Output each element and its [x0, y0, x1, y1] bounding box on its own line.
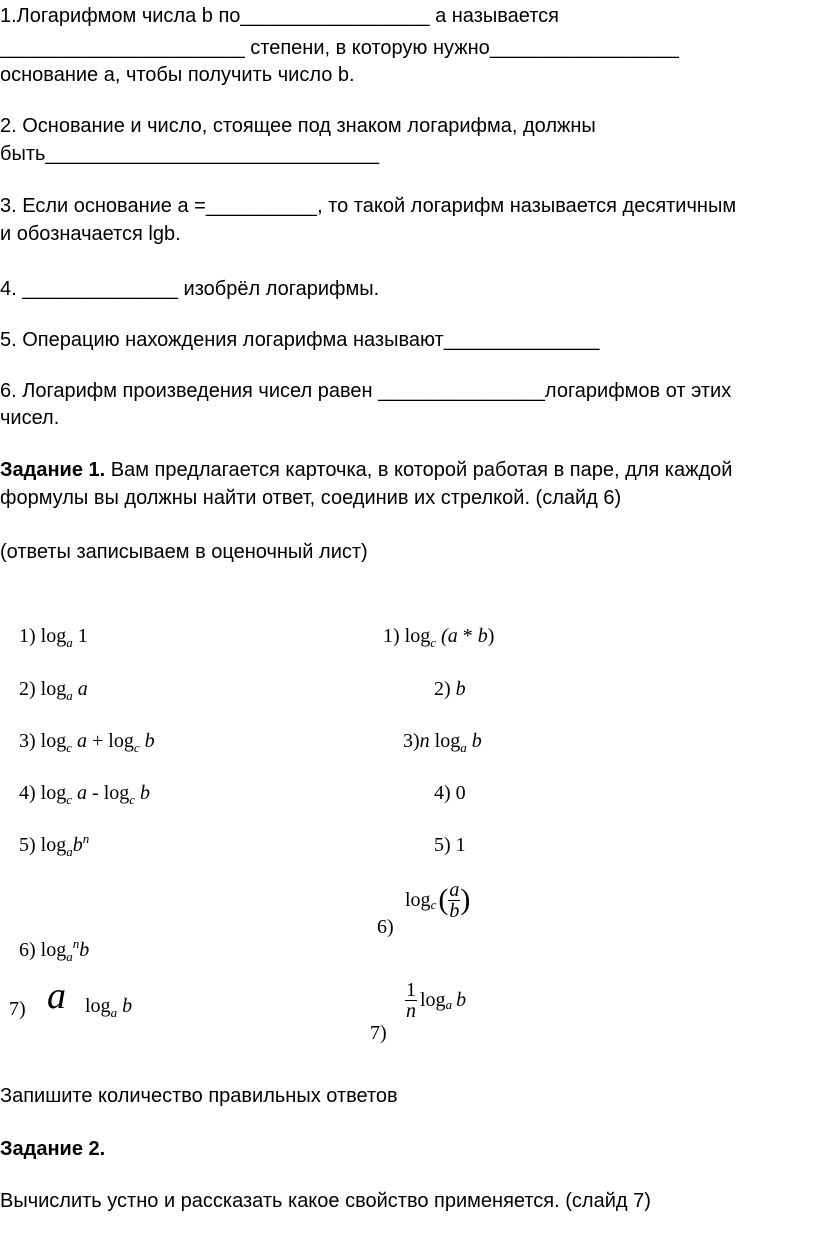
log-text: log: [40, 625, 67, 647]
arg-b: b: [72, 834, 83, 856]
right-num-3: 3): [403, 730, 420, 752]
q5-line: 5. Операцию нахождения логарифма называют______________: [0, 329, 600, 351]
sub-a: a: [445, 997, 453, 1012]
paren-left: (: [441, 625, 448, 647]
numerator-1: 1: [406, 978, 416, 1001]
paren-left: (: [438, 883, 449, 916]
log-text: log: [405, 888, 431, 911]
arg-a: a: [447, 625, 458, 647]
task1-line1: [0, 458, 732, 482]
log-text: log: [404, 625, 431, 647]
arg-a: a: [77, 782, 88, 804]
task1-line2: формулы вы должны найти ответ, соединив их стрелкой. (слайд 6): [0, 487, 622, 509]
right-num-1: 1): [383, 625, 400, 647]
sup-n: n: [72, 936, 80, 951]
right-num-5: 5): [434, 834, 451, 856]
arg-a: a: [77, 730, 88, 752]
log-text: log: [85, 995, 111, 1017]
q2-line1: 2. Основание и число, стоящее под знаком логарифма, должны: [0, 115, 596, 137]
log-text: log: [40, 678, 67, 700]
paren-right: ): [460, 883, 471, 916]
right-answer-2: [424, 655, 466, 701]
q1-text-b: а называется: [435, 5, 559, 27]
left-formula-6: [9, 916, 89, 962]
arg-b: b: [144, 730, 155, 752]
left-formula-1: [9, 602, 88, 648]
q1-text-c: степени, в которую нужно: [250, 37, 490, 59]
left-num-6: 6): [19, 939, 36, 961]
power-base-a: a: [47, 975, 66, 1017]
task1-note: (ответы записываем в оценочный лист): [0, 541, 368, 563]
count-instruction: Запишите количество правильных ответов: [0, 1085, 398, 1107]
log-text: log: [40, 782, 67, 804]
q4-num: 4.: [0, 278, 17, 300]
plus-sign: +: [92, 730, 104, 752]
right-num-2: 2): [434, 678, 451, 700]
right-num-6: 6): [377, 916, 394, 938]
q5-text: 5. Операцию нахождения логарифма называют: [0, 329, 444, 351]
denominator-n: n: [406, 999, 416, 1022]
log-text: log: [40, 834, 67, 856]
sub-a: a: [66, 949, 73, 964]
value-one: 1: [77, 625, 88, 647]
sub-a: a: [66, 688, 73, 703]
sub-c: c: [129, 792, 136, 807]
sub-a: a: [110, 1005, 118, 1020]
left-formula-5: [9, 811, 89, 857]
task1-text1: Вам предлагается карточка, в которой работая в паре, для каждой: [105, 459, 733, 481]
sub-c: c: [133, 740, 140, 755]
arg-b: b: [79, 939, 90, 961]
q2-text: быть: [0, 143, 46, 165]
q6-text-a: 6. Логарифм произведения чисел равен: [0, 380, 373, 402]
arg-b: b: [471, 730, 482, 752]
times-sign: *: [462, 625, 473, 647]
q4-text: изобрёл логарифмы.: [183, 278, 380, 300]
q4-line: 4. ______________ изобрёл логарифмы.: [0, 278, 380, 300]
right-formula-6-image: [405, 868, 470, 932]
left-num-4: 4): [19, 782, 36, 804]
sub-a: a: [66, 635, 73, 650]
left-formula-4: [9, 759, 150, 805]
log-text: log: [108, 730, 134, 752]
left-formula-2: [9, 655, 88, 701]
right-answer-4: [424, 759, 466, 805]
q1-text-a: 1.Логарифмом числа b по: [0, 5, 241, 27]
log-text: log: [40, 730, 67, 752]
q2-line2: быть______________________________: [0, 143, 380, 165]
q1-line2: ______________________ степени, в которую нужно_________________: [0, 37, 679, 59]
left-formula-3: [9, 707, 155, 753]
left-num-3: 3): [19, 730, 36, 752]
arg-b: b: [456, 988, 467, 1011]
minus-sign: -: [92, 782, 99, 804]
denominator-b: b: [449, 899, 460, 922]
log-text: log: [40, 939, 67, 961]
coef-n: n: [419, 730, 430, 752]
sup-n: n: [82, 831, 90, 846]
left-num-2: 2): [19, 678, 36, 700]
sub-c: c: [430, 897, 437, 912]
right-answer-3: [393, 707, 482, 753]
sub-c: c: [66, 740, 73, 755]
left-num-1: 1): [19, 625, 36, 647]
sub-a: a: [66, 844, 73, 859]
arg-b: b: [477, 625, 488, 647]
q3-text-b: , то такой логарифм называется десятичным: [317, 195, 737, 217]
sub-a: a: [460, 740, 467, 755]
right-num-7: 7): [370, 1022, 387, 1044]
log-text: log: [420, 988, 446, 1011]
q1-line3: основание а, чтобы получить число b.: [0, 64, 355, 86]
q3-text-a: 3. Если основание а =: [0, 195, 206, 217]
fraction-1-over-n: [405, 980, 417, 1021]
right-num-4: 4): [434, 782, 451, 804]
value-zero: 0: [455, 782, 466, 804]
power-exponent: [75, 972, 132, 1018]
left-num-5: 5): [19, 834, 36, 856]
arg-b: b: [140, 782, 151, 804]
task2-text: Вычислить устно и рассказать какое свойство применяется. (слайд 7): [0, 1190, 651, 1212]
q6-line2: чисел.: [0, 407, 60, 429]
q1-line1: 1.Логарифмом числа b по_________________ а называется: [0, 5, 559, 27]
arg-b: b: [122, 995, 133, 1017]
q6-text-b: логарифмов от этих: [544, 380, 732, 402]
value-one: 1: [455, 834, 466, 856]
arg-b: b: [455, 678, 466, 700]
right-answer-1: [373, 602, 494, 648]
fraction-a-over-b: [448, 880, 460, 921]
numerator-a: a: [449, 878, 460, 901]
task2-label: Задание 2.: [0, 1138, 106, 1160]
log-text: log: [434, 730, 461, 752]
right-formula-7-image: [405, 968, 466, 1032]
right-answer-5: [424, 811, 466, 857]
left-num-7: 7): [9, 998, 26, 1020]
log-text: log: [103, 782, 130, 804]
paren-right: ): [487, 625, 495, 647]
arg-a: a: [77, 678, 88, 700]
sub-c: c: [430, 635, 437, 650]
q6-line1: 6. Логарифм произведения чисел равен _______________логарифмов от этих: [0, 380, 732, 402]
sub-c: c: [66, 792, 73, 807]
q3-line2: и обозначается lgb.: [0, 223, 181, 245]
task1-label: Задание 1.: [0, 459, 106, 481]
q3-line1: 3. Если основание а =__________, то такой логарифм называется десятичным: [0, 195, 737, 217]
